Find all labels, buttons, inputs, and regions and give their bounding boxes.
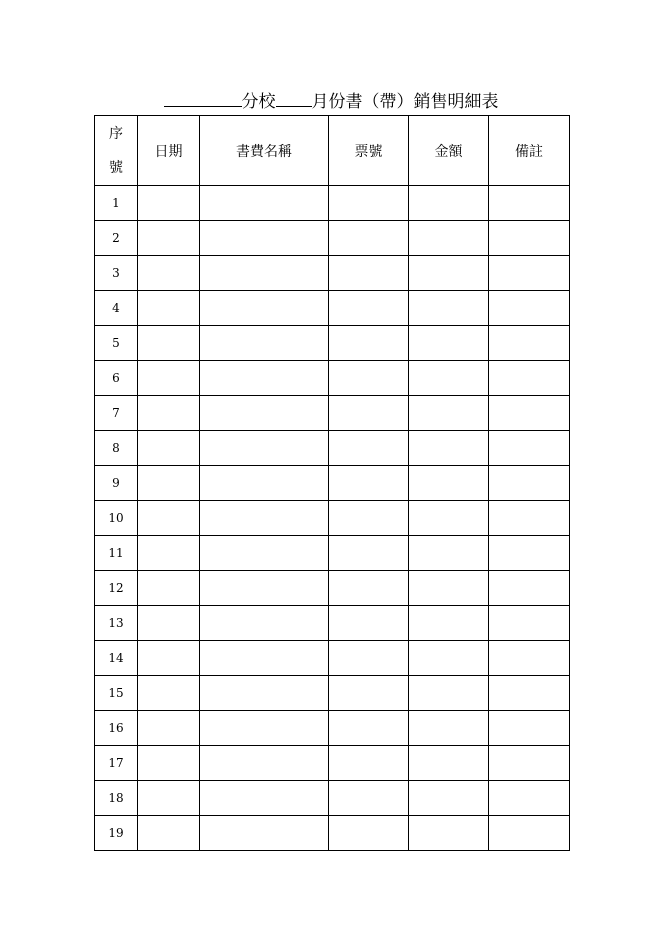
cell-remarks[interactable]: [489, 361, 570, 396]
cell-remarks[interactable]: [489, 291, 570, 326]
cell-date[interactable]: [138, 256, 200, 291]
cell-date[interactable]: [138, 781, 200, 816]
table-row: [95, 816, 570, 851]
cell-item-name[interactable]: [200, 221, 329, 256]
cell-item-name[interactable]: [200, 361, 329, 396]
branch-name-blank[interactable]: [164, 88, 242, 107]
cell-item-name[interactable]: [200, 606, 329, 641]
cell-remarks[interactable]: [489, 571, 570, 606]
cell-remarks[interactable]: [489, 641, 570, 676]
cell-amount[interactable]: [409, 536, 489, 571]
cell-seq: 10: [95, 501, 138, 536]
cell-item-name[interactable]: [200, 536, 329, 571]
cell-seq: 15: [95, 676, 138, 711]
cell-remarks[interactable]: [489, 256, 570, 291]
table-row: [95, 676, 570, 711]
cell-date[interactable]: [138, 326, 200, 361]
table-row: [95, 536, 570, 571]
table-row: [95, 466, 570, 501]
cell-seq: 12: [95, 571, 138, 606]
table-body: [95, 186, 570, 851]
cell-amount[interactable]: [409, 676, 489, 711]
cell-ticket-no[interactable]: [329, 221, 409, 256]
cell-item-name[interactable]: [200, 641, 329, 676]
cell-date[interactable]: [138, 431, 200, 466]
table-row: [95, 571, 570, 606]
cell-date[interactable]: [138, 746, 200, 781]
cell-amount[interactable]: [409, 816, 489, 851]
cell-ticket-no[interactable]: [329, 291, 409, 326]
cell-ticket-no[interactable]: [329, 361, 409, 396]
header-item-name: 書費名稱: [200, 116, 329, 186]
cell-amount[interactable]: [409, 221, 489, 256]
cell-date[interactable]: [138, 676, 200, 711]
table-row: [95, 291, 570, 326]
table-row: [95, 326, 570, 361]
cell-seq: 16: [95, 711, 138, 746]
cell-seq: 2: [95, 221, 138, 256]
cell-amount[interactable]: [409, 291, 489, 326]
cell-seq: 13: [95, 606, 138, 641]
table-row: [95, 361, 570, 396]
cell-seq: 4: [95, 291, 138, 326]
month-blank[interactable]: [276, 88, 312, 107]
cell-seq: 9: [95, 466, 138, 501]
cell-date[interactable]: [138, 536, 200, 571]
cell-amount[interactable]: [409, 396, 489, 431]
cell-seq: 3: [95, 256, 138, 291]
header-seq-line2: 號: [109, 159, 123, 176]
cell-ticket-no[interactable]: [329, 501, 409, 536]
cell-date[interactable]: [138, 816, 200, 851]
cell-amount[interactable]: [409, 326, 489, 361]
cell-remarks[interactable]: [489, 746, 570, 781]
cell-item-name[interactable]: [200, 676, 329, 711]
cell-seq: 5: [95, 326, 138, 361]
cell-date[interactable]: [138, 361, 200, 396]
cell-seq: 1: [95, 186, 138, 221]
cell-amount[interactable]: [409, 606, 489, 641]
table-row: [95, 711, 570, 746]
cell-remarks[interactable]: [489, 466, 570, 501]
cell-seq: 11: [95, 536, 138, 571]
cell-date[interactable]: [138, 466, 200, 501]
cell-item-name[interactable]: [200, 501, 329, 536]
header-amount: 金額: [409, 116, 489, 186]
table-row: [95, 431, 570, 466]
cell-item-name[interactable]: [200, 571, 329, 606]
cell-ticket-no[interactable]: [329, 431, 409, 466]
cell-remarks[interactable]: [489, 221, 570, 256]
cell-date[interactable]: [138, 291, 200, 326]
cell-seq: 7: [95, 396, 138, 431]
cell-seq: 18: [95, 781, 138, 816]
cell-date[interactable]: [138, 186, 200, 221]
cell-item-name[interactable]: [200, 256, 329, 291]
cell-ticket-no[interactable]: [329, 606, 409, 641]
cell-date[interactable]: [138, 571, 200, 606]
table-row: [95, 256, 570, 291]
table-row: [95, 746, 570, 781]
cell-seq: 6: [95, 361, 138, 396]
cell-remarks[interactable]: [489, 676, 570, 711]
cell-amount[interactable]: [409, 746, 489, 781]
header-seq: [95, 116, 138, 186]
cell-date[interactable]: [138, 501, 200, 536]
cell-seq: 8: [95, 431, 138, 466]
cell-item-name[interactable]: [200, 746, 329, 781]
cell-ticket-no[interactable]: [329, 781, 409, 816]
cell-amount[interactable]: [409, 186, 489, 221]
cell-amount[interactable]: [409, 431, 489, 466]
cell-remarks[interactable]: [489, 606, 570, 641]
cell-date[interactable]: [138, 396, 200, 431]
cell-ticket-no[interactable]: [329, 711, 409, 746]
cell-date[interactable]: [138, 606, 200, 641]
table-row: [95, 186, 570, 221]
cell-amount[interactable]: [409, 361, 489, 396]
cell-amount[interactable]: [409, 571, 489, 606]
cell-remarks[interactable]: [489, 431, 570, 466]
cell-item-name[interactable]: [200, 466, 329, 501]
cell-item-name[interactable]: [200, 291, 329, 326]
cell-amount[interactable]: [409, 711, 489, 746]
cell-remarks[interactable]: [489, 326, 570, 361]
header-date: 日期: [138, 116, 200, 186]
header-ticket-no: 票號: [329, 116, 409, 186]
branch-suffix: 分校: [241, 92, 276, 112]
table-row: [95, 221, 570, 256]
cell-ticket-no[interactable]: [329, 676, 409, 711]
cell-ticket-no[interactable]: [329, 186, 409, 221]
cell-amount[interactable]: [409, 466, 489, 501]
cell-ticket-no[interactable]: [329, 396, 409, 431]
cell-date[interactable]: [138, 221, 200, 256]
cell-seq: 14: [95, 641, 138, 676]
cell-remarks[interactable]: [489, 711, 570, 746]
cell-amount[interactable]: [409, 501, 489, 536]
cell-item-name[interactable]: [200, 326, 329, 361]
cell-remarks[interactable]: [489, 781, 570, 816]
cell-item-name[interactable]: [200, 396, 329, 431]
cell-date[interactable]: [138, 641, 200, 676]
cell-ticket-no[interactable]: [329, 641, 409, 676]
table-row: [95, 606, 570, 641]
cell-amount[interactable]: [409, 641, 489, 676]
table-row: [95, 781, 570, 816]
cell-ticket-no[interactable]: [329, 256, 409, 291]
cell-ticket-no[interactable]: [329, 571, 409, 606]
cell-ticket-no[interactable]: [329, 816, 409, 851]
header-seq-line1: 序: [109, 125, 123, 142]
cell-remarks[interactable]: [489, 816, 570, 851]
cell-remarks[interactable]: [489, 501, 570, 536]
cell-remarks[interactable]: [489, 186, 570, 221]
cell-date[interactable]: [138, 711, 200, 746]
cell-item-name[interactable]: [200, 186, 329, 221]
cell-remarks[interactable]: [489, 396, 570, 431]
cell-item-name[interactable]: [200, 431, 329, 466]
cell-ticket-no[interactable]: [329, 536, 409, 571]
cell-ticket-no[interactable]: [329, 746, 409, 781]
cell-ticket-no[interactable]: [329, 466, 409, 501]
form-title: [0, 88, 662, 112]
cell-item-name[interactable]: [200, 816, 329, 851]
cell-item-name[interactable]: [200, 711, 329, 746]
cell-item-name[interactable]: [200, 781, 329, 816]
cell-seq: 17: [95, 746, 138, 781]
header-row: [95, 116, 570, 186]
cell-amount[interactable]: [409, 256, 489, 291]
cell-ticket-no[interactable]: [329, 326, 409, 361]
table-row: [95, 396, 570, 431]
sales-detail-table: [94, 115, 570, 851]
table-row: [95, 501, 570, 536]
table-row: [95, 641, 570, 676]
cell-amount[interactable]: [409, 781, 489, 816]
header-remarks: 備註: [489, 116, 570, 186]
cell-remarks[interactable]: [489, 536, 570, 571]
cell-seq: 19: [95, 816, 138, 851]
month-suffix: 月份書（帶）銷售明細表: [311, 92, 499, 112]
